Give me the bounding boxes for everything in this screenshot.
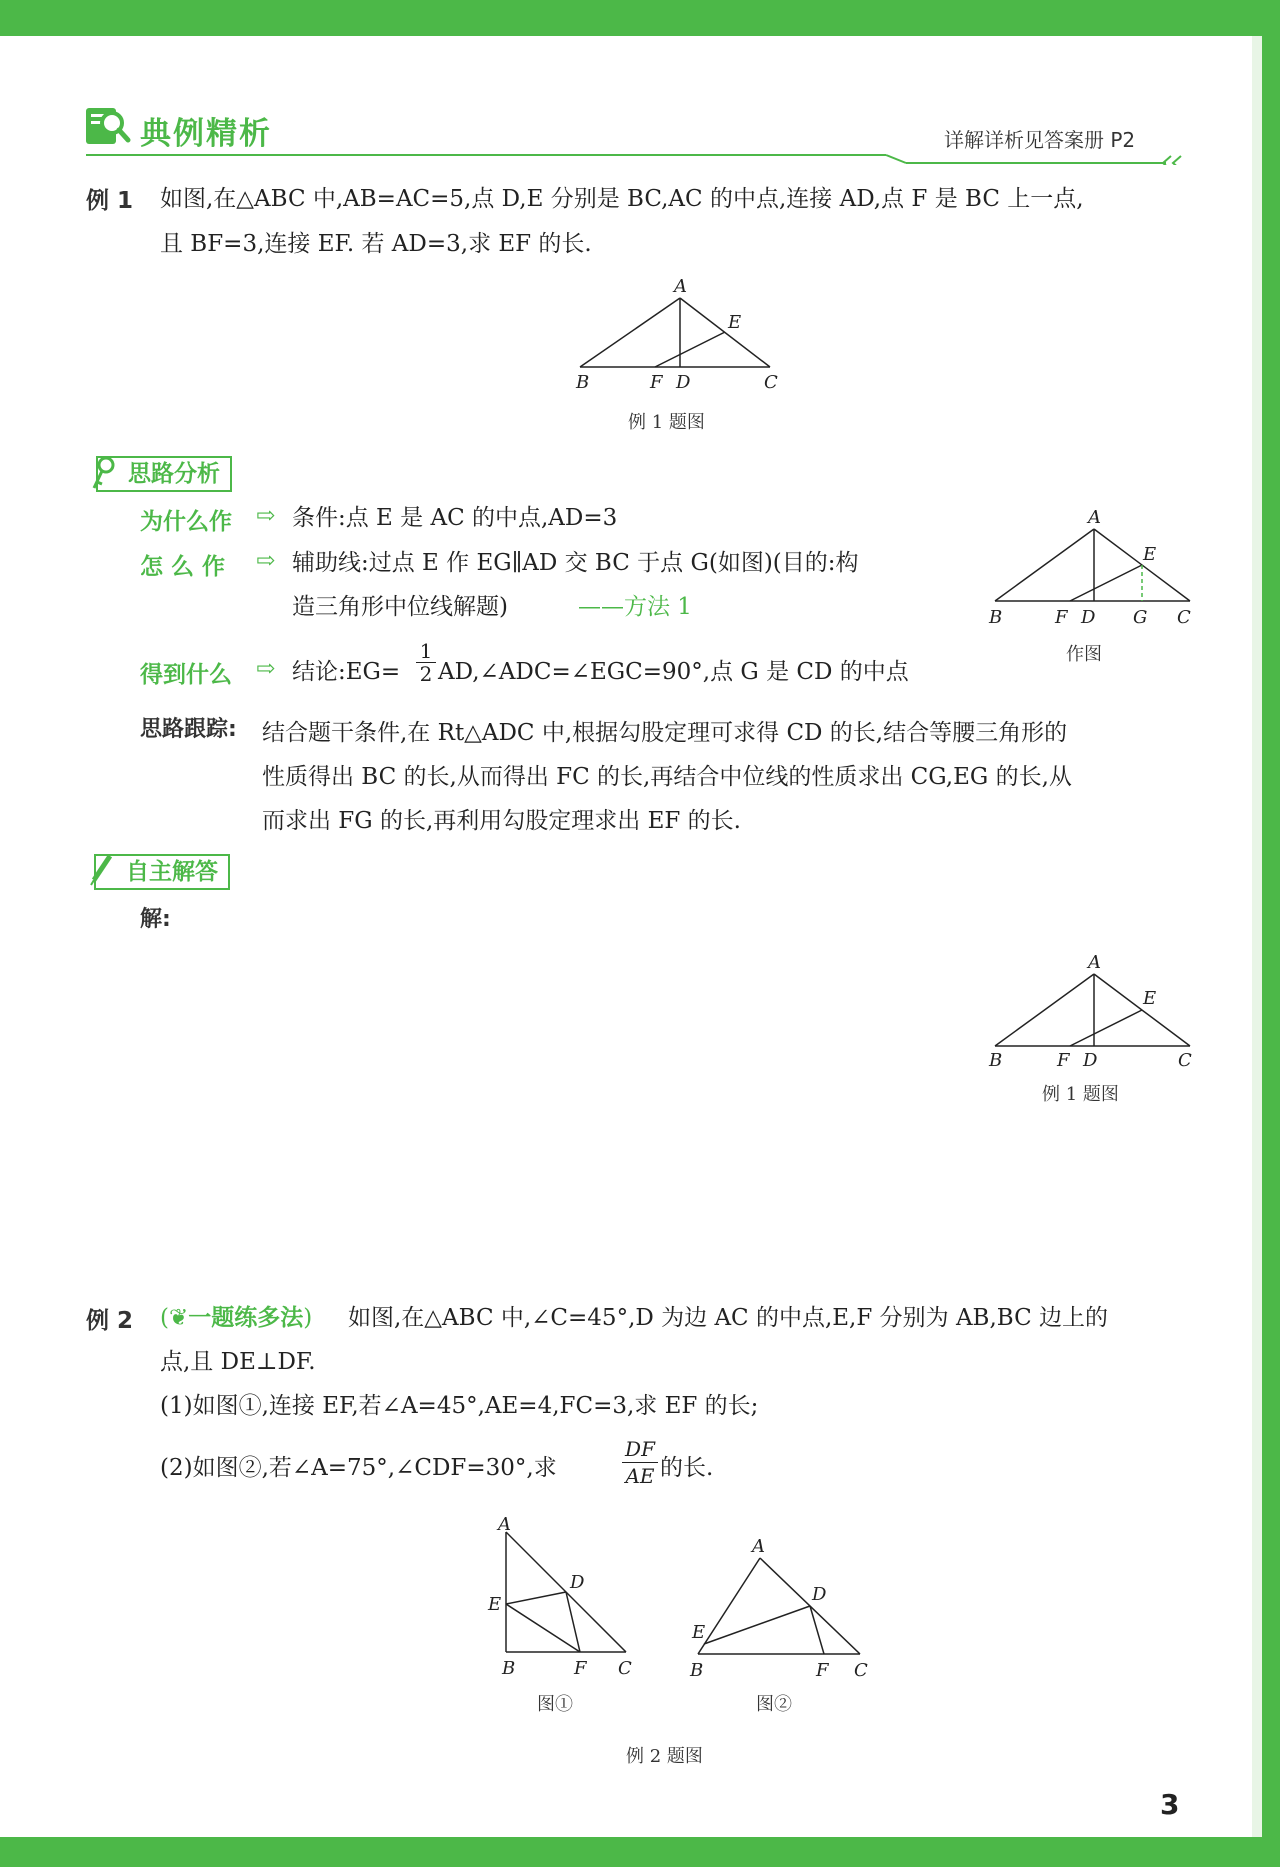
section-title: 典例精析 bbox=[140, 116, 272, 152]
leaf-icon: ❦ bbox=[168, 1305, 189, 1331]
point-F: F bbox=[816, 1660, 829, 1680]
example-2-tag: (❦一题练多法) bbox=[160, 1305, 313, 1331]
example-2-line-1: 如图,在△ABC 中,∠C=45°,D 为边 AC 的中点,E,F 分别为 AB,BC 边上的 bbox=[348, 1305, 1109, 1331]
point-C: C bbox=[854, 1660, 868, 1680]
point-D: D bbox=[676, 372, 691, 392]
fraction bbox=[416, 640, 436, 685]
point-B: B bbox=[576, 372, 590, 392]
figure-2 bbox=[680, 1530, 870, 1684]
point-B: B bbox=[989, 607, 1003, 628]
how-text-1: 辅助线:过点 E 作 EG∥AD 交 BC 于点 G(如图)(目的:构 bbox=[292, 550, 859, 576]
auxiliary-figure bbox=[985, 505, 1200, 639]
point-E: E bbox=[728, 312, 742, 333]
point-E: E bbox=[692, 1622, 706, 1643]
right-border bbox=[1262, 0, 1280, 1867]
point-E: E bbox=[1143, 988, 1157, 1009]
self-solve-tag: 自主解答 bbox=[94, 854, 230, 890]
example-2-line-2: 点,且 DE⊥DF. bbox=[160, 1349, 316, 1375]
point-D: D bbox=[812, 1584, 827, 1605]
track-line-2: 性质得出 BC 的长,从而得出 FC 的长,再结合中位线的性质求出 CG,EG 的长,从 bbox=[262, 764, 1072, 790]
example-1-figure-repeat bbox=[985, 952, 1200, 1071]
why-text: 条件:点 E 是 AC 的中点,AD=3 bbox=[292, 505, 618, 531]
figure-2-caption: 图② bbox=[756, 1694, 792, 1715]
fraction-denominator: AE bbox=[625, 1464, 655, 1488]
solution-prefix: 解: bbox=[140, 907, 171, 932]
point-B: B bbox=[502, 1658, 516, 1679]
point-E: E bbox=[1143, 544, 1157, 565]
get-label: 得到什么 bbox=[140, 662, 232, 688]
point-A: A bbox=[674, 276, 687, 297]
example-1-line-1: 如图,在△ABC 中,AB=AC=5,点 D,E 分别是 BC,AC 的中点,连接 AD,点 F 是 BC 上一点, bbox=[160, 186, 1084, 212]
point-F: F bbox=[1057, 1050, 1070, 1067]
top-border bbox=[0, 0, 1280, 36]
example-1-label: 例 1 bbox=[86, 188, 134, 214]
point-A: A bbox=[498, 1514, 511, 1535]
point-C: C bbox=[764, 372, 778, 392]
point-F: F bbox=[650, 372, 663, 392]
example-1-line-2: 且 BF=3,连接 EF. 若 AD=3,求 EF 的长. bbox=[160, 231, 592, 257]
track-label: 思路跟踪: bbox=[140, 717, 237, 742]
example-1-caption: 例 1 题图 bbox=[628, 412, 705, 433]
magnifier-icon bbox=[86, 106, 132, 152]
bottom-border bbox=[0, 1837, 1280, 1867]
example-2-caption: 例 2 题图 bbox=[626, 1746, 703, 1767]
arrow-icon: ⇨ bbox=[256, 503, 276, 529]
point-G: G bbox=[1133, 607, 1148, 628]
fraction-numerator: DF bbox=[622, 1436, 658, 1463]
figure-1 bbox=[478, 1512, 648, 1686]
fraction-numerator: 1 bbox=[416, 640, 436, 663]
figure-1-caption: 图① bbox=[537, 1694, 573, 1715]
arrow-icon: ⇨ bbox=[256, 656, 276, 682]
point-A: A bbox=[1088, 507, 1101, 528]
how-text-2: 造三角形中位线解题) bbox=[292, 594, 508, 620]
point-F: F bbox=[574, 1658, 587, 1679]
question-2-fraction bbox=[622, 1436, 658, 1489]
example-2-label: 例 2 bbox=[86, 1308, 134, 1334]
example-2-question-2-post: 的长. bbox=[660, 1455, 714, 1481]
point-D: D bbox=[1081, 607, 1096, 628]
example-2-question-1: (1)如图①,连接 EF,若∠A=45°,AE=4,FC=3,求 EF 的长; bbox=[160, 1393, 759, 1419]
example-1-figure-repeat-caption: 例 1 题图 bbox=[1042, 1084, 1119, 1105]
point-B: B bbox=[989, 1050, 1003, 1067]
get-text-pre: 结论:EG= bbox=[292, 659, 401, 685]
example-2-question-2-pre: (2)如图②,若∠A=75°,∠CDF=30°,求 bbox=[160, 1455, 557, 1481]
track-line-1: 结合题干条件,在 Rt△ADC 中,根据勾股定理可求得 CD 的长,结合等腰三角形的 bbox=[262, 720, 1068, 746]
answer-reference: 详解详析见答案册 P2 bbox=[944, 128, 1136, 152]
why-label: 为什么作 bbox=[140, 509, 232, 535]
auxiliary-figure-caption: 作图 bbox=[1066, 644, 1102, 665]
point-A: A bbox=[752, 1536, 765, 1557]
method-label: ——方法 1 bbox=[578, 594, 692, 620]
point-C: C bbox=[1178, 1050, 1192, 1067]
example-1-figure bbox=[570, 272, 790, 396]
track-line-3: 而求出 FG 的长,再利用勾股定理求出 EF 的长. bbox=[262, 808, 741, 834]
point-A: A bbox=[1088, 952, 1101, 973]
point-E: E bbox=[488, 1594, 502, 1615]
right-border-inner bbox=[1252, 36, 1262, 1837]
point-B: B bbox=[690, 1660, 704, 1680]
get-text-post: AD,∠ADC=∠EGC=90°,点 G 是 CD 的中点 bbox=[438, 659, 909, 685]
page-number: 3 bbox=[1160, 1788, 1180, 1821]
how-label: 怎 么 作 bbox=[140, 554, 226, 580]
arrow-icon: ⇨ bbox=[256, 548, 276, 574]
analysis-tag: 思路分析 bbox=[96, 456, 232, 492]
point-C: C bbox=[618, 1658, 632, 1679]
point-F: F bbox=[1055, 607, 1068, 628]
point-C: C bbox=[1177, 607, 1191, 628]
point-D: D bbox=[570, 1572, 585, 1593]
fraction-denominator: 2 bbox=[419, 662, 433, 686]
point-D: D bbox=[1083, 1050, 1098, 1067]
